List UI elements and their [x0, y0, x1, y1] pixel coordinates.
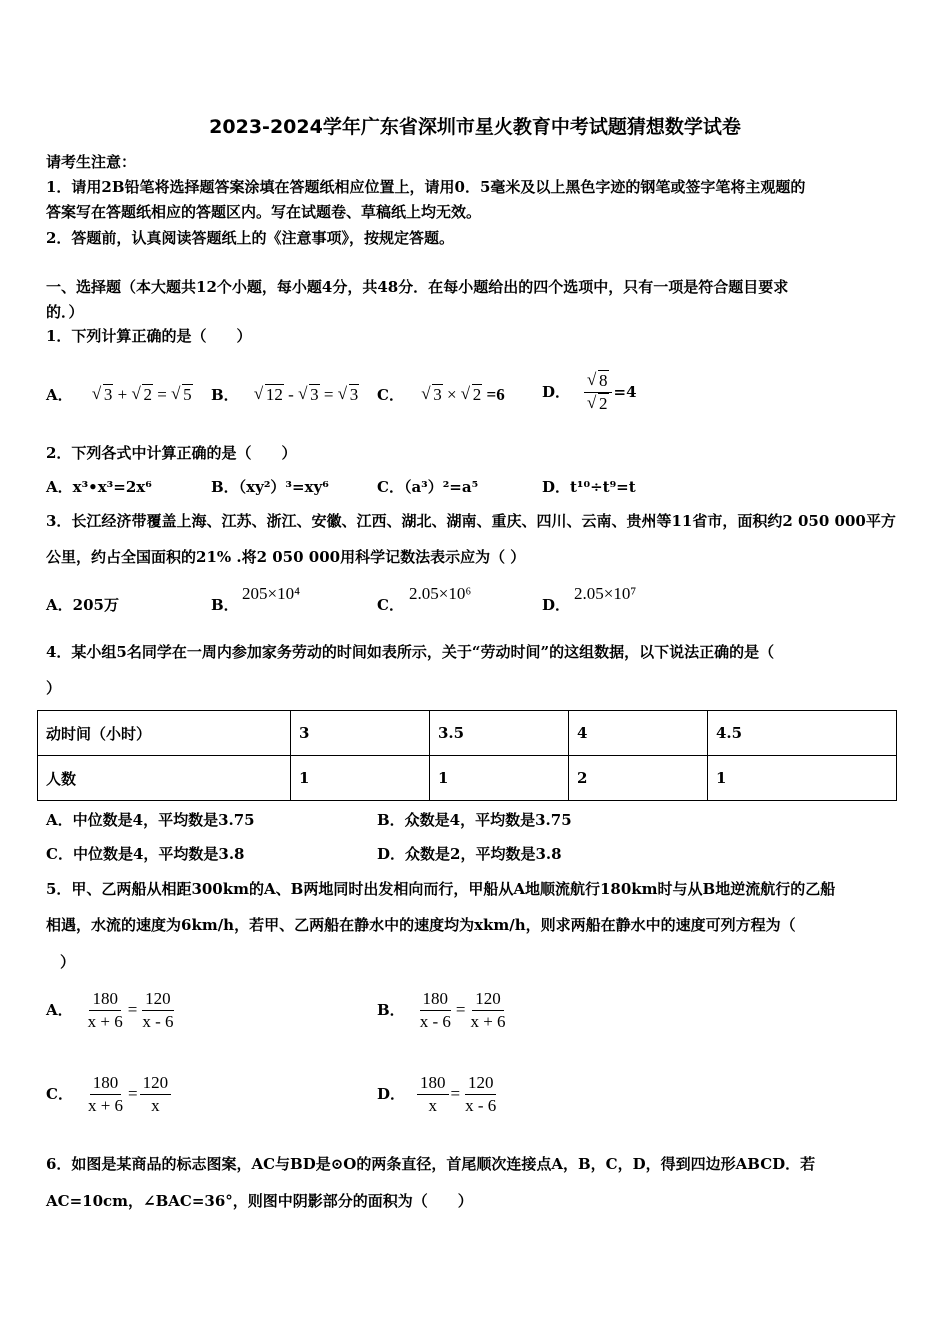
- data-table: [37, 710, 897, 801]
- question-stem: 2．下列各式中计算正确的是（ ）: [46, 444, 297, 462]
- option-c: C．: [377, 596, 404, 614]
- sqrt-term: √ 3: [338, 385, 360, 405]
- sqrt-term: √ 3: [92, 385, 114, 405]
- table-cell: 人数: [38, 756, 291, 801]
- page-title: 2023-2024学年广东省深圳市星火教育中考试题猜想数学试卷: [209, 116, 741, 138]
- sqrt-term: √ 2: [131, 385, 153, 405]
- table-cell: 3.5: [430, 711, 569, 756]
- notice-line: 答案写在答题纸相应的答题区内。写在试题卷、草稿纸上均无效。: [46, 203, 482, 221]
- option-label: D．: [542, 383, 571, 401]
- question-stem: 1．下列计算正确的是（ ）: [46, 327, 252, 345]
- option-d: D．t¹⁰÷t⁹=t: [542, 478, 636, 496]
- section-heading: 一、选择题（本大题共12个小题，每小题4分，共48分．在每小题给出的四个选项中，只有一项是符合题目要求: [46, 278, 789, 296]
- fraction: √ 8 √ 2: [584, 370, 612, 415]
- question-stem: AC=10cm，∠BAC=36°，则图中阴影部分的面积为（ ）: [46, 1192, 473, 1210]
- option-b: B． √ 12 - √ 3 = √ 3: [211, 385, 359, 405]
- option-b-value: 205×10⁴: [242, 584, 301, 603]
- notice-heading: 请考生注意：: [46, 153, 137, 171]
- option-d: D． $\frac{180}{x}$ = $\frac{120}{x - 6}$: [377, 1072, 497, 1115]
- table-cell: 2: [569, 756, 708, 801]
- option-a: A． $\frac{180}{x + 6}$ = $\frac{120}{x - 6}$: [46, 988, 174, 1031]
- option-b: B．（xy²）³=xy⁶: [211, 478, 329, 496]
- question-stem: ）: [46, 679, 62, 697]
- option-a: A．x³•x³=2x⁶: [46, 478, 152, 496]
- table-cell: 1: [430, 756, 569, 801]
- question-stem: 5．甲、乙两船从相距300km的A、B两地同时出发相向而行，甲船从A地顺流航行180km时与从B地逆流航行的乙船: [46, 880, 836, 898]
- table-cell: 1: [708, 756, 897, 801]
- option-a: A． √ 3 + √ 2 = √ 5: [46, 385, 193, 405]
- option-d: D． √ 8 √ 2 =4: [542, 362, 637, 422]
- notice-line: 1．请用2B铅笔将选择题答案涂填在答题纸相应位置上，请用0．5毫米及以上黑色字迹的钢笔或签字笔将主观题的: [46, 178, 806, 196]
- sqrt-term: √ 2: [461, 385, 483, 405]
- table-row: [38, 711, 897, 756]
- option-d: D．: [542, 596, 571, 614]
- option-label: A．: [46, 386, 73, 404]
- option-c: C．中位数是4，平均数是3.8: [46, 845, 245, 863]
- option-c-value: 2.05×10⁶: [409, 584, 472, 603]
- option-d: D．众数是2，平均数是3.8: [377, 845, 562, 863]
- option-c: C． √ 3 × √ 2 =6: [377, 385, 505, 405]
- table-cell: 4.5: [708, 711, 897, 756]
- sqrt-term: √ 12: [254, 385, 284, 405]
- option-c: C． $\frac{180}{x + 6}$ = $\frac{120}{x}$: [46, 1068, 173, 1120]
- option-c: C．（a³）²=a⁵: [377, 478, 479, 496]
- question-stem: ）: [60, 953, 76, 971]
- sqrt-term: √ 5: [171, 385, 193, 405]
- table-cell: 3: [291, 711, 430, 756]
- option-a: A．中位数是4，平均数是3.75: [46, 811, 255, 829]
- table-cell: 1: [291, 756, 430, 801]
- question-stem: 4．某小组5名同学在一周内参加家务劳动的时间如表所示，关于“劳动时间”的这组数据，以下说法正确的是（: [46, 643, 775, 661]
- table-cell: 4: [569, 711, 708, 756]
- question-stem: 相遇，水流的速度为6km/h，若甲、乙两船在静水中的速度均为xkm/h，则求两船在静水中的速度可列方程为（: [46, 916, 796, 934]
- sqrt-term: √ 3: [421, 385, 443, 405]
- question-stem: 3．长江经济带覆盖上海、江苏、浙江、安徽、江西、湖北、湖南、重庆、四川、云南、贵州等11省市，面积约2 050 000平方: [46, 512, 896, 530]
- table-row: [38, 756, 897, 801]
- option-b: B． $\frac{180}{x - 6}$ = $\frac{120}{x + 6}$: [377, 988, 506, 1031]
- sqrt-term: √ 3: [298, 385, 320, 405]
- option-d-value: 2.05×10⁷: [574, 584, 637, 603]
- option-b: B．: [211, 596, 239, 614]
- option-b: B．众数是4，平均数是3.75: [377, 811, 572, 829]
- option-a: A．205万: [46, 596, 119, 614]
- section-heading: 的．）: [46, 303, 84, 321]
- table-cell: 动时间（小时）: [38, 711, 291, 756]
- question-stem: 6．如图是某商品的标志图案，AC与BD是⊙O的两条直径，首尾顺次连接点A，B，C，D，得到四边形ABCD．若: [46, 1155, 816, 1173]
- option-label: C．: [377, 386, 404, 404]
- question-stem: 公里，约占全国面积的21% .将2 050 000用科学记数法表示应为（ ）: [46, 548, 526, 566]
- notice-line: 2．答题前，认真阅读答题纸上的《注意事项》，按规定答题。: [46, 229, 454, 247]
- option-label: B．: [211, 386, 239, 404]
